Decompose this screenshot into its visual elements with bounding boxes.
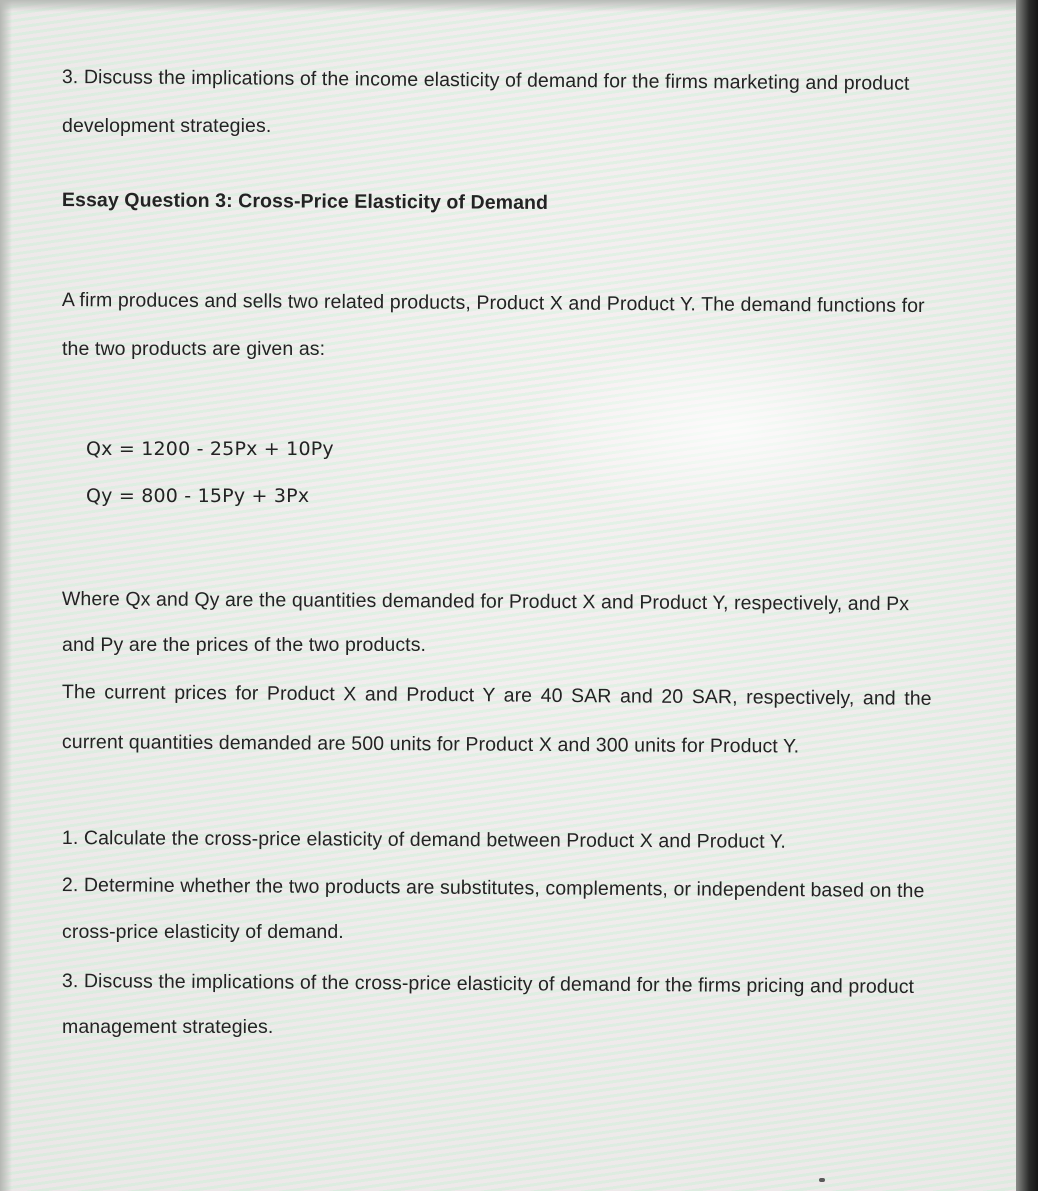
definitions-line-2: and Py are the prices of the two products. [62,634,427,656]
intro-line-1: A firm produces and sells two related products, Product X and Product Y. The demand functions for [61,289,925,318]
monitor-bezel-right [1016,0,1038,1191]
current-state-line-2: current quantities demanded are 500 units for Product X and 300 units for Product Y. [61,731,800,758]
equation-qy: Qy = 800 - 15Py + 3Px [86,485,310,507]
intro-line-2: the two products are given as: [62,338,326,360]
prev-item-3-line-1: 3. Discuss the implications of the income elasticity of demand for the firms marketing and product [61,66,910,95]
cursor-mark [819,1178,825,1182]
question-2-line-2: cross-price elasticity of demand. [62,921,344,943]
current-state-line-1: The current prices for Product X and Product Y are 40 SAR and 20 SAR, respectively, and the [61,681,932,710]
question-2-line-1: 2. Determine whether the two products are substitutes, complements, or independent based on the [61,874,925,903]
prev-item-3-line-2: development strategies. [62,115,272,137]
essay-title: Essay Question 3: Cross-Price Elasticity of Demand [61,189,549,214]
equation-qx: Qx = 1200 - 25Px + 10Py [86,438,334,460]
question-3-line-1: 3. Discuss the implications of the cross-price elasticity of demand for the firms pricing and product [61,970,915,998]
definitions-line-1: Where Qx and Qy are the quantities demanded for Product X and Product Y, respectively, and Px [61,588,910,616]
question-1: 1. Calculate the cross-price elasticity of demand between Product X and Product Y. [61,827,786,853]
question-3-line-2: management strategies. [62,1016,274,1038]
